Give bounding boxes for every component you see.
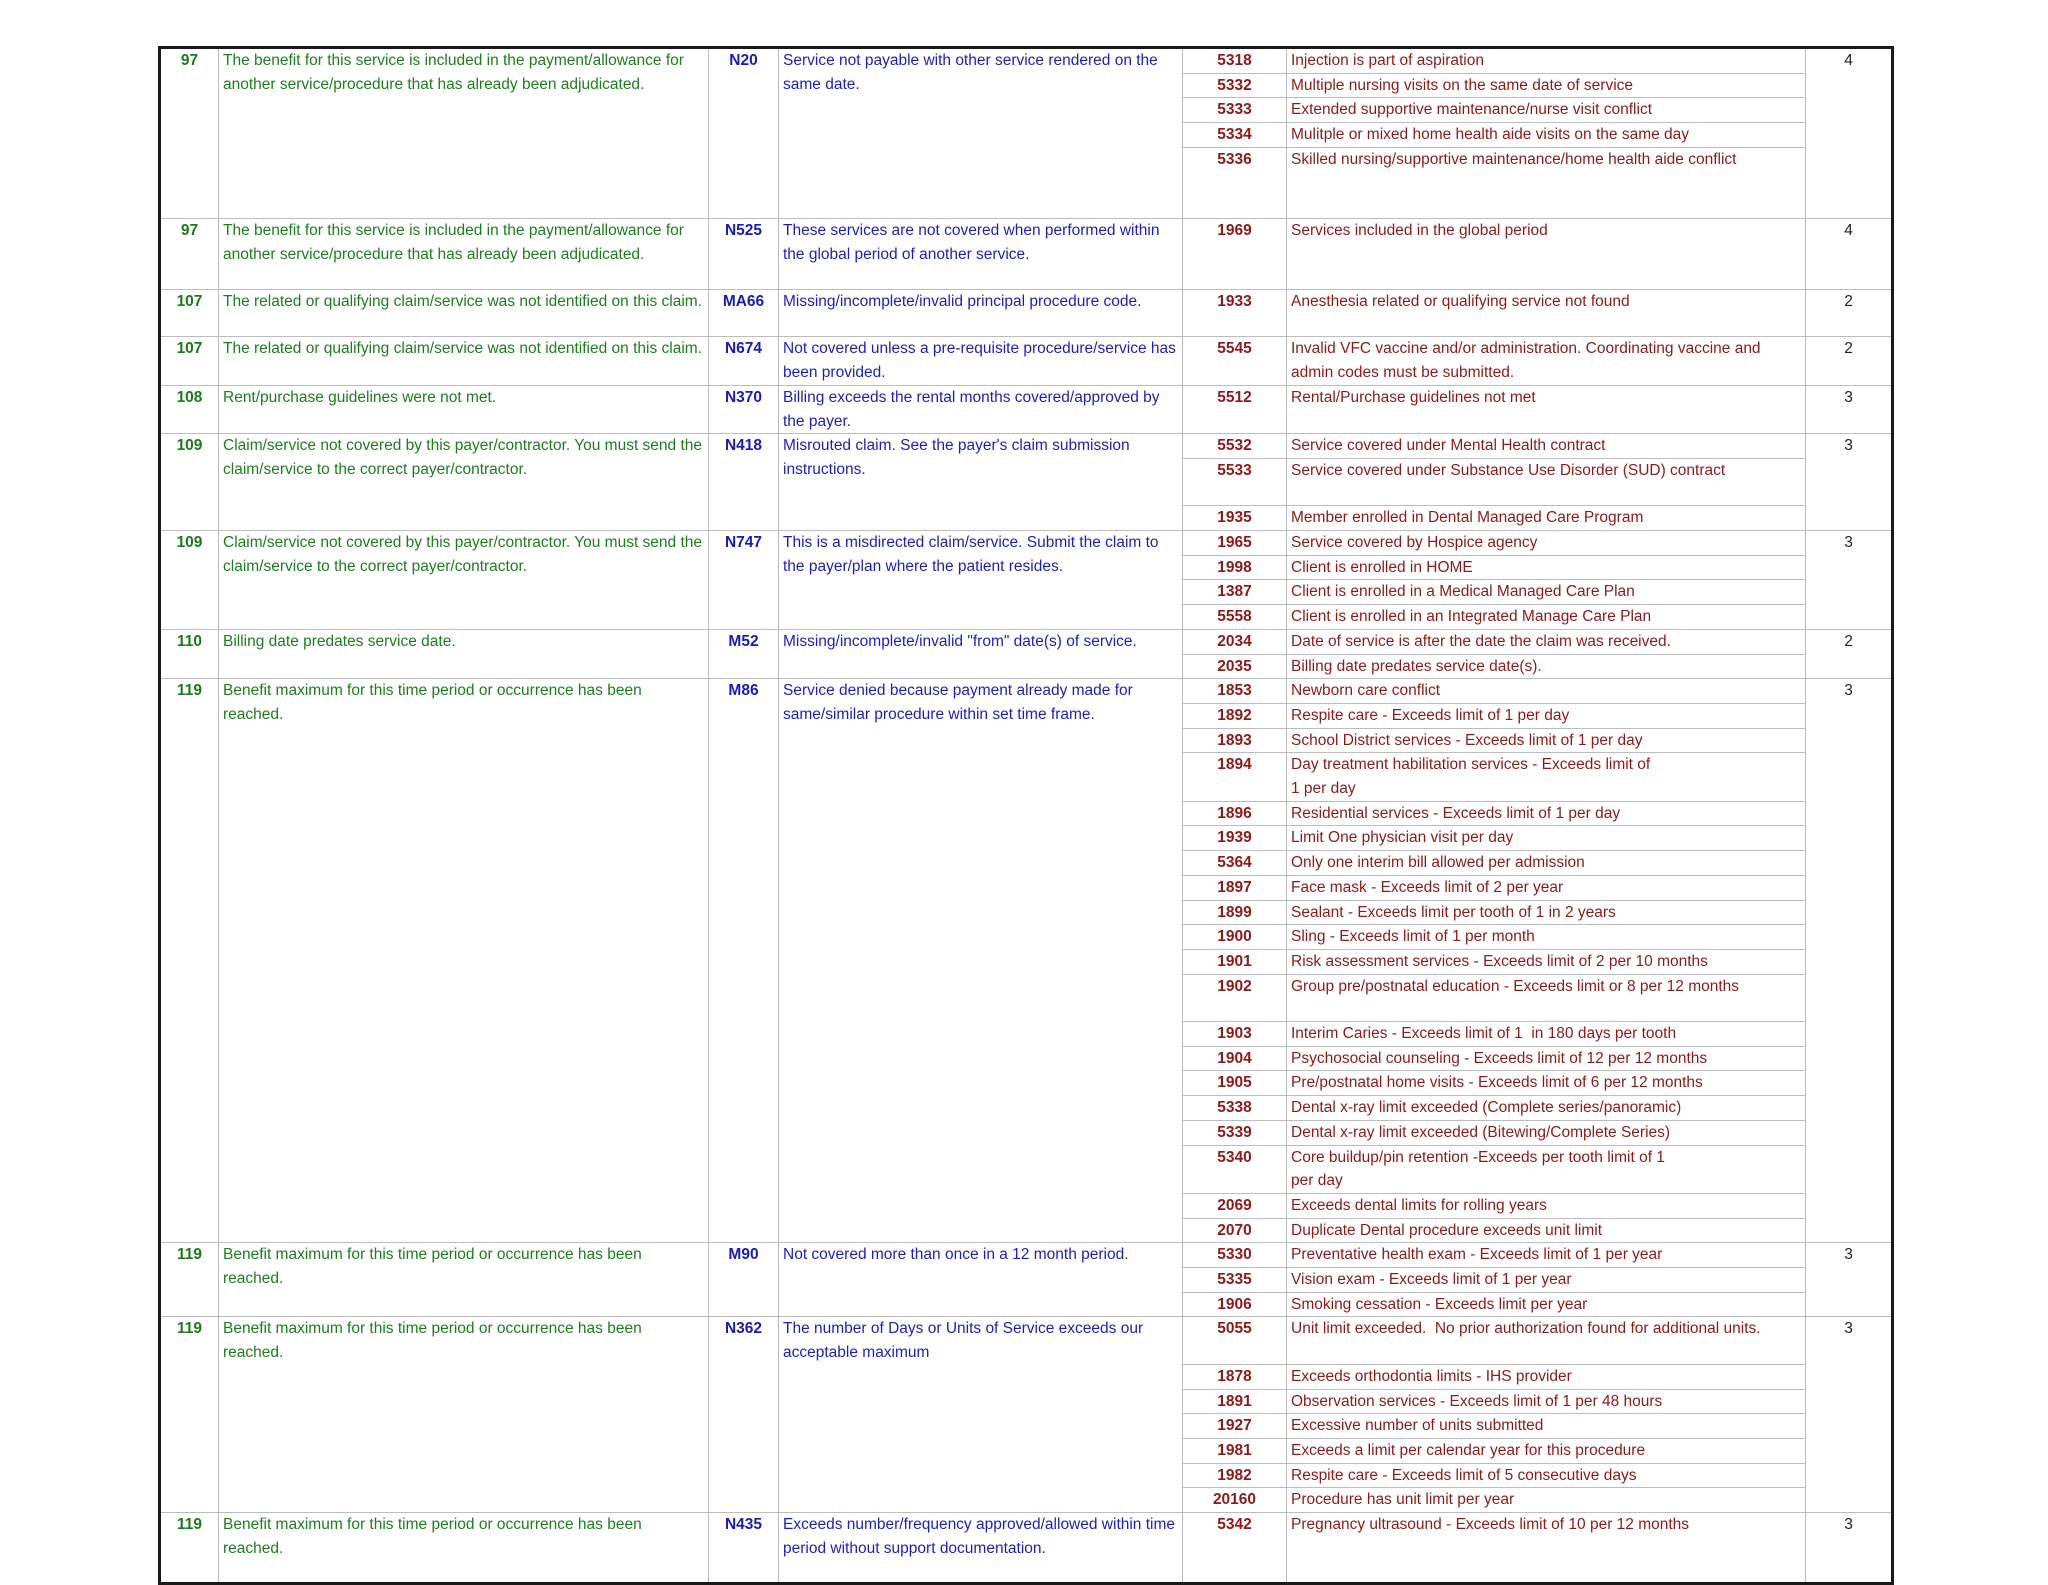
rarc-code: MA66 (709, 290, 779, 337)
edit-code: 1897 (1183, 875, 1287, 900)
edit-code: 5339 (1183, 1120, 1287, 1145)
edit-description: Limit One physician visit per day (1287, 826, 1806, 851)
edit-code: 5055 (1183, 1317, 1287, 1364)
edit-code: 1853 (1183, 679, 1287, 704)
edit-code: 1933 (1183, 290, 1287, 337)
edit-description: Vision exam - Exceeds limit of 1 per year (1287, 1268, 1806, 1293)
carc-description: The benefit for this service is included in the payment/allowance for another service/procedure that has already been adjudicated. (219, 48, 709, 219)
edit-code: 5364 (1183, 851, 1287, 876)
edit-description: Client is enrolled in an Integrated Manage Care Plan (1287, 605, 1806, 630)
edit-code: 1894 (1183, 753, 1287, 801)
carc-code: 119 (160, 679, 219, 1243)
edit-description: Client is enrolled in a Medical Managed Care Plan (1287, 580, 1806, 605)
carc-code: 107 (160, 290, 219, 337)
edit-code: 5335 (1183, 1268, 1287, 1293)
rarc-description: This is a misdirected claim/service. Submit the claim to the payer/plan where the patient resides. (779, 531, 1183, 630)
edit-description: Preventative health exam - Exceeds limit of 1 per year (1287, 1243, 1806, 1268)
edit-code: 1903 (1183, 1022, 1287, 1047)
rarc-code: N370 (709, 385, 779, 433)
edit-description: Exceeds a limit per calendar year for this procedure (1287, 1438, 1806, 1463)
rarc-description: Billing exceeds the rental months covered/approved by the payer. (779, 385, 1183, 433)
severity-value: 3 (1806, 679, 1893, 1243)
edit-description: Multiple nursing visits on the same date of service (1287, 73, 1806, 98)
edit-description: Procedure has unit limit per year (1287, 1488, 1806, 1513)
rarc-description: The number of Days or Units of Service exceeds our acceptable maximum (779, 1317, 1183, 1513)
edit-code: 1905 (1183, 1071, 1287, 1096)
edit-description: Date of service is after the date the claim was received. (1287, 629, 1806, 654)
edit-description: Anesthesia related or qualifying service not found (1287, 290, 1806, 337)
severity-value: 4 (1806, 48, 1893, 219)
carc-code: 119 (160, 1243, 219, 1317)
carc-code: 108 (160, 385, 219, 433)
carc-code: 110 (160, 629, 219, 678)
edit-description: Sealant - Exceeds limit per tooth of 1 in 2 years (1287, 900, 1806, 925)
edit-description: Only one interim bill allowed per admission (1287, 851, 1806, 876)
table-row (160, 48, 1893, 74)
rarc-description: These services are not covered when performed within the global period of another service. (779, 218, 1183, 289)
carc-description: The benefit for this service is included in the payment/allowance for another service/procedure that has already been adjudicated. (219, 218, 709, 289)
table-row (160, 434, 1893, 459)
severity-value: 4 (1806, 218, 1893, 289)
edit-code: 1891 (1183, 1389, 1287, 1414)
rarc-description: Not covered unless a pre-requisite procedure/service has been provided. (779, 337, 1183, 385)
edit-description: Newborn care conflict (1287, 679, 1806, 704)
edit-description: Psychosocial counseling - Exceeds limit of 12 per 12 months (1287, 1046, 1806, 1071)
edit-description: Excessive number of units submitted (1287, 1414, 1806, 1439)
edit-code: 1899 (1183, 900, 1287, 925)
edit-description: Injection is part of aspiration (1287, 48, 1806, 74)
edit-description: Billing date predates service date(s). (1287, 654, 1806, 679)
edit-code: 20160 (1183, 1488, 1287, 1513)
edit-description: Rental/Purchase guidelines not met (1287, 385, 1806, 433)
edit-description: Service covered under Mental Health contract (1287, 434, 1806, 459)
edit-code: 1969 (1183, 218, 1287, 289)
edit-code: 5336 (1183, 147, 1287, 218)
rarc-code: M86 (709, 679, 779, 1243)
edit-description: Skilled nursing/supportive maintenance/home health aide conflict (1287, 147, 1806, 218)
edit-description: Interim Caries - Exceeds limit of 1 in 180 days per tooth (1287, 1022, 1806, 1047)
edit-code: 1981 (1183, 1438, 1287, 1463)
edit-code: 5558 (1183, 605, 1287, 630)
carc-description: Billing date predates service date. (219, 629, 709, 678)
carc-description: Benefit maximum for this time period or occurrence has been reached. (219, 1317, 709, 1513)
table-row (160, 679, 1893, 704)
carc-code: 119 (160, 1317, 219, 1513)
carc-description: Claim/service not covered by this payer/contractor. You must send the claim/service to the correct payer/contractor. (219, 531, 709, 630)
edit-description: Client is enrolled in HOME (1287, 555, 1806, 580)
edit-description: Pregnancy ultrasound - Exceeds limit of 10 per 12 months (1287, 1513, 1806, 1584)
rarc-code: N418 (709, 434, 779, 531)
edit-code: 5533 (1183, 458, 1287, 505)
table-row (160, 218, 1893, 289)
edit-description: Duplicate Dental procedure exceeds unit limit (1287, 1218, 1806, 1243)
severity-value: 3 (1806, 1513, 1893, 1584)
edit-description: Service covered under Substance Use Disorder (SUD) contract (1287, 458, 1806, 505)
table-row (160, 531, 1893, 556)
carc-description: The related or qualifying claim/service was not identified on this claim. (219, 290, 709, 337)
table-row (160, 1243, 1893, 1268)
carc-code: 119 (160, 1513, 219, 1584)
carc-description: The related or qualifying claim/service was not identified on this claim. (219, 337, 709, 385)
edit-code: 1901 (1183, 949, 1287, 974)
edit-description: Services included in the global period (1287, 218, 1806, 289)
edit-description: Dental x-ray limit exceeded (Bitewing/Complete Series) (1287, 1120, 1806, 1145)
edit-description: Dental x-ray limit exceeded (Complete series/panoramic) (1287, 1096, 1806, 1121)
edit-description: Day treatment habilitation services - Exceeds limit of 1 per day (1287, 753, 1806, 801)
edit-code: 5338 (1183, 1096, 1287, 1121)
edit-code: 2070 (1183, 1218, 1287, 1243)
rarc-code: N525 (709, 218, 779, 289)
edit-code: 5532 (1183, 434, 1287, 459)
edit-description: Smoking cessation - Exceeds limit per year (1287, 1292, 1806, 1317)
edit-code: 1387 (1183, 580, 1287, 605)
table-row (160, 337, 1893, 385)
edit-code: 1927 (1183, 1414, 1287, 1439)
edit-description: Pre/postnatal home visits - Exceeds limit of 6 per 12 months (1287, 1071, 1806, 1096)
edit-code: 5318 (1183, 48, 1287, 74)
edit-code: 1900 (1183, 925, 1287, 950)
carc-code: 97 (160, 48, 219, 219)
edit-code: 5333 (1183, 98, 1287, 123)
edit-code: 5330 (1183, 1243, 1287, 1268)
edit-code: 1982 (1183, 1463, 1287, 1488)
rarc-code: N20 (709, 48, 779, 219)
edit-code: 1935 (1183, 506, 1287, 531)
severity-value: 2 (1806, 629, 1893, 678)
table-row (160, 385, 1893, 433)
table-row (160, 1317, 1893, 1364)
rarc-description: Missing/incomplete/invalid principal procedure code. (779, 290, 1183, 337)
rarc-description: Service denied because payment already made for same/similar procedure within set time frame. (779, 679, 1183, 1243)
edit-description: Unit limit exceeded. No prior authorization found for additional units. (1287, 1317, 1806, 1364)
carc-description: Benefit maximum for this time period or occurrence has been reached. (219, 1513, 709, 1584)
edit-description: Risk assessment services - Exceeds limit of 2 per 10 months (1287, 949, 1806, 974)
carc-code: 109 (160, 434, 219, 531)
edit-description: School District services - Exceeds limit of 1 per day (1287, 728, 1806, 753)
severity-value: 2 (1806, 290, 1893, 337)
edit-description: Group pre/postnatal education - Exceeds limit or 8 per 12 months (1287, 974, 1806, 1021)
edit-description: Extended supportive maintenance/nurse visit conflict (1287, 98, 1806, 123)
carc-code: 107 (160, 337, 219, 385)
denial-code-crosswalk-table (158, 46, 1894, 1585)
rarc-code: M90 (709, 1243, 779, 1317)
edit-code: 5332 (1183, 73, 1287, 98)
edit-description: Respite care - Exceeds limit of 5 consecutive days (1287, 1463, 1806, 1488)
edit-description: Core buildup/pin retention -Exceeds per tooth limit of 1 per day (1287, 1145, 1806, 1193)
edit-code: 2069 (1183, 1193, 1287, 1218)
edit-code: 5342 (1183, 1513, 1287, 1584)
edit-description: Service covered by Hospice agency (1287, 531, 1806, 556)
edit-code: 1878 (1183, 1364, 1287, 1389)
carc-description: Benefit maximum for this time period or occurrence has been reached. (219, 1243, 709, 1317)
carc-code: 97 (160, 218, 219, 289)
table-row (160, 629, 1893, 654)
edit-description: Exceeds dental limits for rolling years (1287, 1193, 1806, 1218)
severity-value: 3 (1806, 434, 1893, 531)
rarc-code: N747 (709, 531, 779, 630)
edit-code: 1896 (1183, 801, 1287, 826)
edit-code: 2035 (1183, 654, 1287, 679)
rarc-description: Exceeds number/frequency approved/allowed within time period without support documentation. (779, 1513, 1183, 1584)
edit-code: 1904 (1183, 1046, 1287, 1071)
edit-description: Sling - Exceeds limit of 1 per month (1287, 925, 1806, 950)
rarc-code: N435 (709, 1513, 779, 1584)
edit-code: 1893 (1183, 728, 1287, 753)
edit-code: 1998 (1183, 555, 1287, 580)
carc-description: Claim/service not covered by this payer/contractor. You must send the claim/service to the correct payer/contractor. (219, 434, 709, 531)
severity-value: 3 (1806, 531, 1893, 630)
edit-code: 1902 (1183, 974, 1287, 1021)
severity-value: 3 (1806, 385, 1893, 433)
edit-description: Residential services - Exceeds limit of 1 per day (1287, 801, 1806, 826)
edit-code: 2034 (1183, 629, 1287, 654)
carc-description: Rent/purchase guidelines were not met. (219, 385, 709, 433)
edit-code: 1906 (1183, 1292, 1287, 1317)
edit-code: 1892 (1183, 703, 1287, 728)
severity-value: 3 (1806, 1243, 1893, 1317)
edit-description: Face mask - Exceeds limit of 2 per year (1287, 875, 1806, 900)
rarc-description: Not covered more than once in a 12 month period. (779, 1243, 1183, 1317)
edit-description: Member enrolled in Dental Managed Care Program (1287, 506, 1806, 531)
carc-description: Benefit maximum for this time period or occurrence has been reached. (219, 679, 709, 1243)
rarc-code: M52 (709, 629, 779, 678)
table-row (160, 1513, 1893, 1584)
severity-value: 3 (1806, 1317, 1893, 1513)
rarc-description: Missing/incomplete/invalid "from" date(s) of service. (779, 629, 1183, 678)
edit-code: 1939 (1183, 826, 1287, 851)
edit-description: Exceeds orthodontia limits - IHS provider (1287, 1364, 1806, 1389)
edit-code: 1965 (1183, 531, 1287, 556)
edit-description: Observation services - Exceeds limit of 1 per 48 hours (1287, 1389, 1806, 1414)
table-row (160, 290, 1893, 337)
rarc-code: N674 (709, 337, 779, 385)
rarc-description: Service not payable with other service rendered on the same date. (779, 48, 1183, 219)
edit-description: Mulitple or mixed home health aide visits on the same day (1287, 123, 1806, 148)
severity-value: 2 (1806, 337, 1893, 385)
edit-code: 5545 (1183, 337, 1287, 385)
rarc-description: Misrouted claim. See the payer's claim submission instructions. (779, 434, 1183, 531)
carc-code: 109 (160, 531, 219, 630)
edit-code: 5334 (1183, 123, 1287, 148)
edit-description: Respite care - Exceeds limit of 1 per day (1287, 703, 1806, 728)
edit-code: 5340 (1183, 1145, 1287, 1193)
edit-description: Invalid VFC vaccine and/or administration. Coordinating vaccine and admin codes must be submitted. (1287, 337, 1806, 385)
edit-code: 5512 (1183, 385, 1287, 433)
rarc-code: N362 (709, 1317, 779, 1513)
